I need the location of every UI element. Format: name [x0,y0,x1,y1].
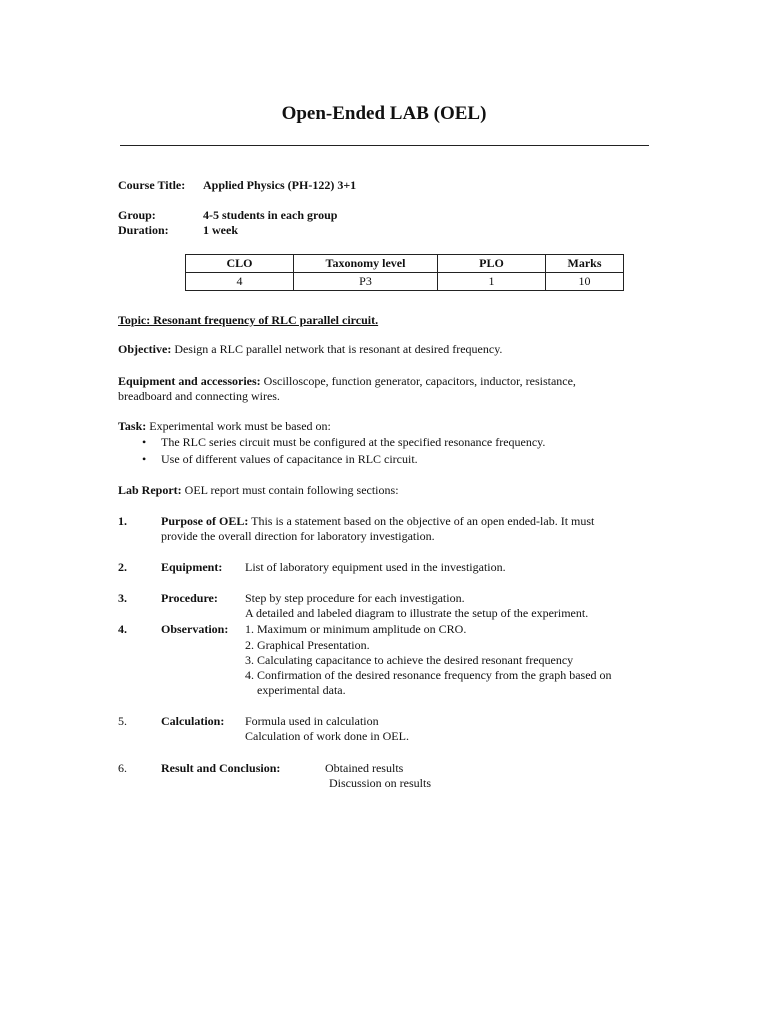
course-title-label: Course Title: [118,178,186,192]
duration-label: Duration: [118,223,169,237]
section-5-label: Calculation: [161,714,225,728]
section-number: 4. [118,622,127,636]
table-cell: 4 [186,273,294,291]
section-2-text: List of laboratory equipment used in the investigation. [245,560,506,574]
course-title-value: Applied Physics (PH-122) 3+1 [203,178,357,192]
equipment-text-line2: breadboard and connecting wires. [118,389,280,403]
section-1-line1 [161,514,594,529]
table-cell: 10 [546,273,624,291]
equipment-text: Oscilloscope, function generator, capacitors, inductor, resistance, [260,374,576,388]
section-4-label: Observation: [161,622,229,636]
observation-item: 2. Graphical Presentation. [245,638,370,652]
table-header-cell: PLO [438,255,546,273]
section-number: 6. [118,761,127,775]
table-header-row [186,255,624,273]
objective-paragraph [118,342,502,357]
section-3-text: Step by step procedure for each investigation. [245,591,465,605]
objective-label: Objective: [118,342,172,356]
section-number: 2. [118,560,127,574]
bullet-icon: • [142,435,147,449]
observation-item: experimental data. [257,683,346,697]
observation-item: 4. Confirmation of the desired resonance frequency from the graph based on [245,668,612,682]
section-2-label: Equipment: [161,560,223,574]
section-6-text: Discussion on results [329,776,431,790]
section-6-text: Obtained results [325,761,404,775]
group-value: 4-5 students in each group [203,208,338,222]
topic-heading: Topic: Resonant frequency of RLC parallel circuit. [118,313,379,327]
table-header-cell: Taxonomy level [294,255,438,273]
task-bullet: Use of different values of capacitance in RLC circuit. [161,452,418,466]
lab-report-paragraph [118,483,399,498]
section-5-text: Calculation of work done in OEL. [245,729,409,743]
section-number: 3. [118,591,127,605]
page-title: Open-Ended LAB (OEL) [281,103,487,124]
bullet-icon: • [142,452,147,466]
observation-item: 1. Maximum or minimum amplitude on CRO. [245,622,467,636]
table-header-cell: Marks [546,255,624,273]
equipment-label: Equipment and accessories: [118,374,261,388]
equipment-paragraph [118,374,576,389]
table-cell: 1 [438,273,546,291]
lab-report-text: OEL report must contain following sections: [181,483,399,497]
duration-value: 1 week [203,223,238,237]
section-1-text: This is a statement based on the objective of an open ended-lab. It must [248,514,595,528]
section-number: 1. [118,514,127,528]
section-6-label: Result and Conclusion: [161,761,281,775]
task-paragraph [118,419,331,434]
lab-report-label: Lab Report: [118,483,182,497]
section-5-text: Formula used in calculation [245,714,379,728]
section-1-label: Purpose of OEL: [161,514,249,528]
table-cell: P3 [294,273,438,291]
section-3-label: Procedure: [161,591,218,605]
task-text: Experimental work must be based on: [146,419,331,433]
table-row [186,273,624,291]
clo-table [185,254,624,291]
objective-text: Design a RLC parallel network that is resonant at desired frequency. [171,342,503,356]
section-number: 5. [118,714,127,728]
task-label: Task: [118,419,147,433]
table-header-cell: CLO [186,255,294,273]
observation-item: 3. Calculating capacitance to achieve the desired resonant frequency [245,653,574,667]
title-divider [120,145,649,146]
section-3-text: A detailed and labeled diagram to illustrate the setup of the experiment. [245,606,589,620]
group-label: Group: [118,208,156,222]
section-1-line2: provide the overall direction for laboratory investigation. [161,529,435,543]
task-bullet: The RLC series circuit must be configured at the specified resonance frequency. [161,435,546,449]
